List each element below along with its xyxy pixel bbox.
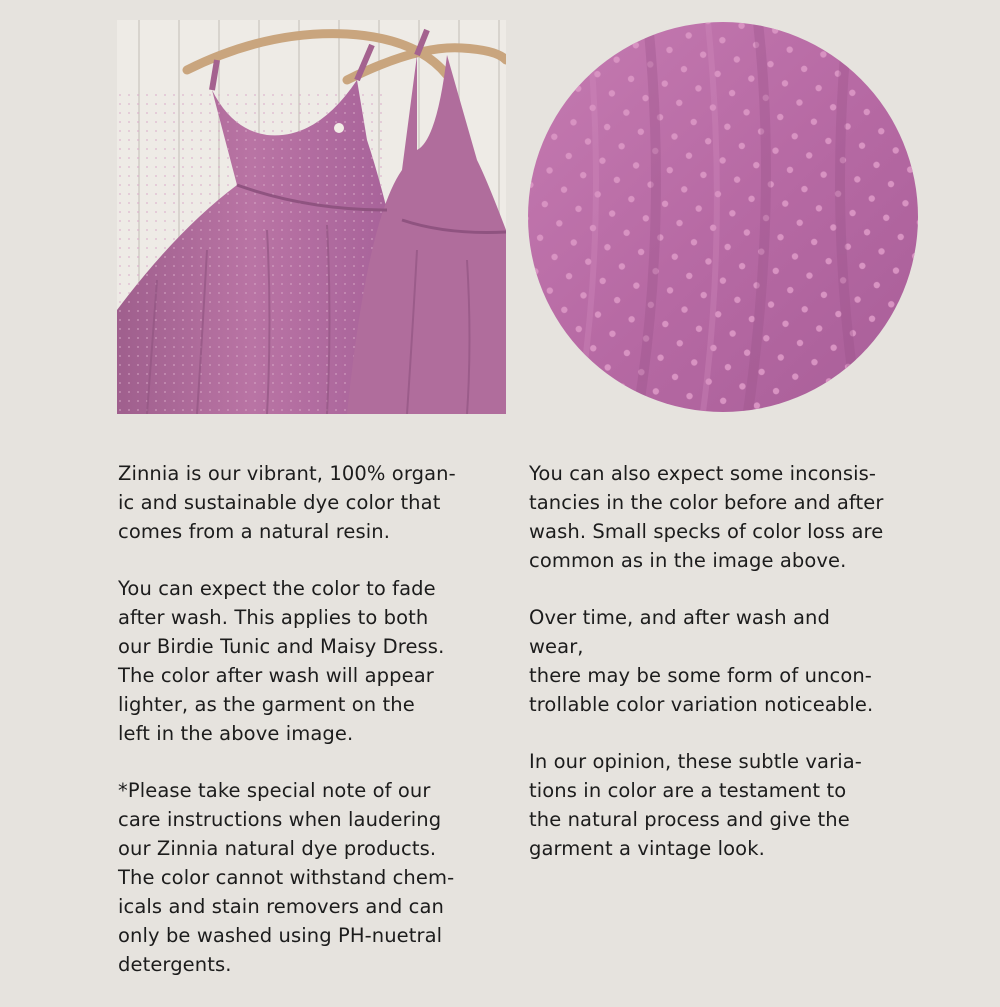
paragraph-inconsistencies: You can also expect some inconsis- tancies in the color before and after wash. Small specks of color loss are common as in the image above. [529, 462, 884, 572]
paragraph-opinion: In our opinion, these subtle varia- tions in color are a testament to the natural process and give the garment a vintage look. [529, 750, 862, 860]
fabric-closeup-image [528, 22, 918, 412]
dresses-photo [117, 20, 506, 414]
paragraph-color-fade: You can expect the color to fade after wash. This applies to both our Birdie Tunic and Maisy Dress. The color after wash will appear lighter, as the garment on the left in the above image. [118, 577, 445, 745]
fabric-closeup-photo [528, 22, 918, 412]
paragraph-dye-intro: Zinnia is our vibrant, 100% organ- ic and sustainable dye color that comes from a natural resin. [118, 462, 456, 543]
right-text-column [529, 459, 889, 891]
paragraph-variation: Over time, and after wash and wear, there may be some form of uncon- trollable color variation noticeable. [529, 606, 874, 716]
left-text-column [118, 459, 478, 1007]
two-pink-dresses-on-hangers-image [117, 20, 506, 414]
paragraph-care-note: *Please take special note of our care instructions when laudering our Zinnia natural dye products. The color cannot withstand chem- icals and stain removers and can only be washed using PH-nuetral detergents. [118, 779, 455, 976]
